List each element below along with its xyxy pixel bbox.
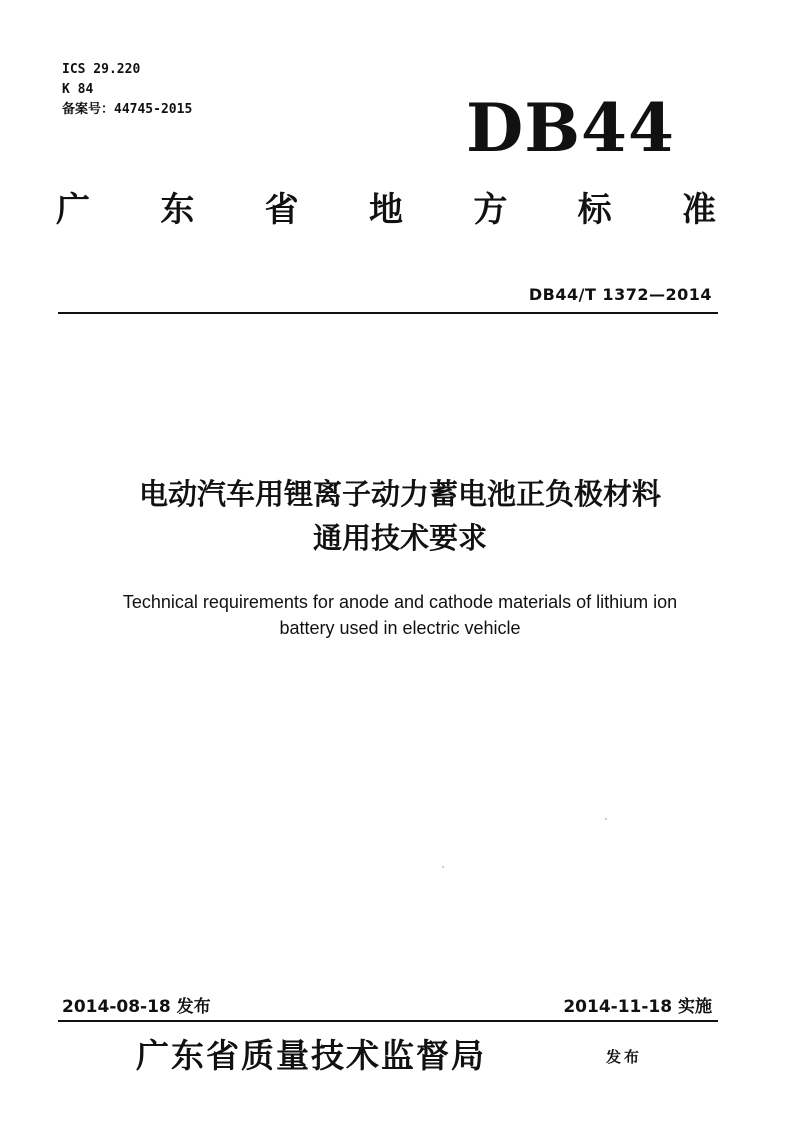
standard-type-heading — [56, 188, 716, 232]
title-cn-line2: 通用技术要求 — [312, 521, 487, 555]
standard-type-char: 地 — [368, 190, 403, 230]
title-cn-line1: 电动汽车用锂离子动力蓄电池正负极材料 — [138, 477, 661, 511]
standard-type-char: 准 — [681, 190, 716, 230]
scan-speck — [442, 866, 444, 868]
standard-type-char: 省 — [264, 190, 299, 230]
record-number: 备案号：44745-2015 — [62, 102, 193, 117]
standard-type-char: 东 — [160, 190, 195, 230]
title-en-line2: battery used in electric vehicle — [279, 618, 521, 638]
db44-logo: DB44 — [466, 89, 675, 167]
standard-type-char: 标 — [577, 190, 612, 230]
standard-type-char: 广 — [56, 190, 90, 230]
title-en-line1: Technical requirements for anode and cathode materials of lithium ion — [122, 592, 678, 612]
standard-code: DB44/T 1372—2014 — [528, 285, 712, 304]
issue-date: 2014-08-18 发布 — [62, 997, 211, 1017]
classification-code: K 84 — [62, 82, 94, 97]
ics-code: ICS 29.220 — [62, 62, 141, 77]
scan-speck — [605, 818, 607, 820]
header-divider — [58, 312, 718, 314]
issuing-label: 发布 — [606, 1048, 643, 1066]
issuing-authority: 广东省质量技术监督局 — [136, 1036, 486, 1075]
footer-divider — [58, 1020, 718, 1022]
effective-date: 2014-11-18 实施 — [563, 997, 712, 1017]
standard-type-char: 方 — [473, 190, 508, 230]
